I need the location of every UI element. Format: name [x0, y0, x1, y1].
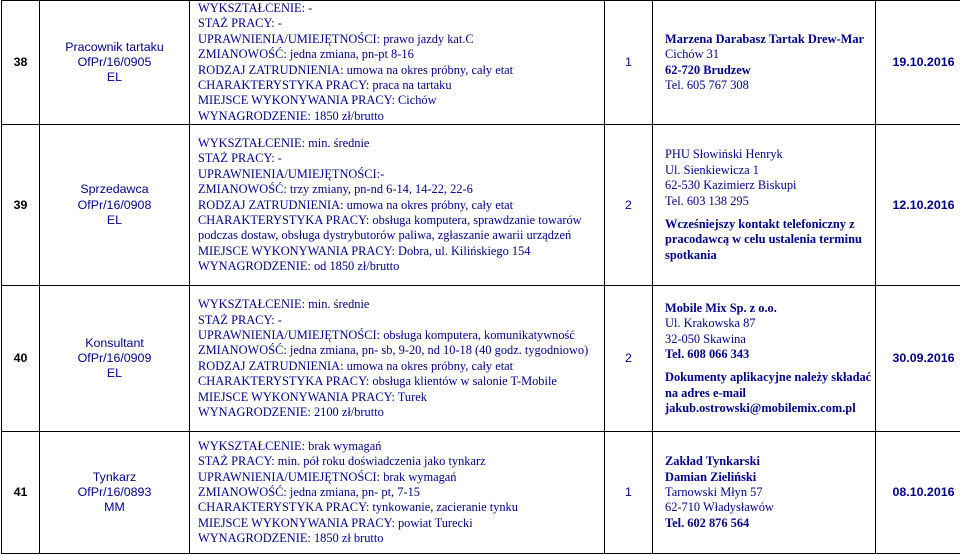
desc-line: WYKSZTAŁCENIE: brak wymagań	[198, 438, 382, 453]
employer-line: Tel. 603 138 295	[665, 193, 749, 208]
desc-line: RODZAJ ZATRUDNIENIA: umowa na okres próbny, cały etat	[198, 358, 514, 373]
offer-date: 12.10.2016	[876, 125, 960, 286]
desc-line: ZMIANOWOŚĆ: trzy zmiany, pn-nd 6-14, 14-22, 22-6	[198, 182, 473, 197]
desc-line: WYKSZTAŁCENIE: -	[198, 1, 313, 15]
position-title: Tynkarz	[92, 469, 137, 484]
employer-cell	[653, 286, 876, 432]
employer-line: Marzena Darabasz Tartak Drew-Mar	[665, 31, 865, 46]
desc-line: WYKSZTAŁCENIE: min. średnie	[198, 135, 370, 150]
employer-line: Damian Zieliński	[665, 469, 757, 484]
employer-note: Wcześniejszy kontakt telefoniczny z pracodawcą w celu ustalenia terminu spotkania	[665, 216, 862, 262]
employer-cell	[653, 432, 876, 554]
offer-number: 40	[2, 286, 40, 432]
desc-line: CHARAKTERYSTYKA PRACY: tynkowanie, zacieranie tynku	[198, 500, 518, 515]
employer-line: Zakład Tynkarski	[665, 454, 760, 469]
employer-line: Ul. Krakowska 87	[665, 316, 756, 331]
employer-line: 32-050 Skawina	[665, 331, 746, 346]
desc-line: STAŻ PRACY: min. pół roku doświadczenia jako tynkarz	[198, 454, 486, 469]
position-cell	[40, 286, 190, 432]
desc-line: CHARAKTERYSTYKA PRACY: obsługa komputera, sprawdzanie towarów podczas dostaw, obsługa dystrybutorów paliwa, zgłaszanie awarii urządzeń	[198, 212, 582, 243]
employer-line: Tel. 605 767 308	[665, 78, 749, 93]
offer-date: 19.10.2016	[876, 1, 960, 125]
offer-agent: EL	[106, 366, 123, 381]
desc-line: WYNAGRODZENIE: od 1850 zł/brutto	[198, 259, 400, 274]
employer-line: 62-530 Kazimierz Biskupi	[665, 178, 797, 193]
offer-number: 38	[2, 1, 40, 125]
offer-number: 41	[2, 432, 40, 554]
employer-line: Mobile Mix Sp. z o.o.	[665, 300, 777, 315]
vacancy-count: 1	[605, 432, 653, 554]
desc-line: ZMIANOWOŚĆ: jedna zmiana, pn- sb, 9-20, nd 10-18 (40 godz. tygodniowo)	[198, 343, 589, 358]
desc-line: UPRAWNIENIA/UMIEJĘTNOŚCI: obsługa komputera, komunikatywność	[198, 327, 575, 342]
desc-line: ZMIANOWOŚĆ: jedna zmiana, pn-pt 8-16	[198, 47, 414, 62]
vacancy-count: 2	[605, 286, 653, 432]
offer-agent: MM	[104, 500, 125, 515]
job-offers-table	[1, 0, 960, 554]
table-row	[2, 125, 960, 286]
employer-cell	[653, 125, 876, 286]
table-row	[2, 1, 960, 125]
description-cell	[190, 125, 605, 286]
desc-line: STAŻ PRACY: -	[198, 312, 282, 327]
desc-line: RODZAJ ZATRUDNIENIA: umowa na okres próbny, cały etat	[198, 62, 514, 77]
position-cell	[40, 1, 190, 125]
offer-agent: EL	[106, 212, 123, 227]
desc-line: WYKSZTAŁCENIE: min. średnie	[198, 297, 370, 312]
desc-line: CHARAKTERYSTYKA PRACY: praca na tartaku	[198, 78, 452, 93]
employer-line: Cichów 31	[665, 47, 720, 62]
desc-line: RODZAJ ZATRUDNIENIA: umowa na okres próbny, cały etat	[198, 197, 514, 212]
desc-line: WYNAGRODZENIE: 1850 zł brutto	[198, 531, 384, 546]
table-row	[2, 286, 960, 432]
employer-line: 62-710 Władysławów	[665, 500, 774, 515]
offer-code: OfPr/16/0909	[77, 351, 152, 366]
desc-line: STAŻ PRACY: -	[198, 16, 282, 31]
desc-line: UPRAWNIENIA/UMIEJĘTNOŚCI: brak wymagań	[198, 469, 457, 484]
offer-code: OfPr/16/0908	[77, 197, 152, 212]
table-row	[2, 432, 960, 554]
desc-line: STAŻ PRACY: -	[198, 151, 282, 166]
employer-note: Dokumenty aplikacyjne należy składać na adres e-mail jakub.ostrowski@mobilemix.com.pl	[665, 370, 872, 416]
position-title: Konsultant	[85, 335, 144, 350]
offer-date: 30.09.2016	[876, 286, 960, 432]
vacancy-count: 2	[605, 125, 653, 286]
offer-code: OfPr/16/0905	[77, 54, 152, 69]
desc-line: CHARAKTERYSTYKA PRACY: obsługa klientów w salonie T-Mobile	[198, 374, 557, 389]
desc-line: MIEJSCE WYKONYWANIA PRACY: Cichów	[198, 93, 437, 108]
position-title: Sprzedawca	[80, 182, 149, 197]
desc-line: UPRAWNIENIA/UMIEJĘTNOŚCI:-	[198, 166, 385, 181]
desc-line: UPRAWNIENIA/UMIEJĘTNOŚCI: prawo jazdy kat.C	[198, 31, 474, 46]
vacancy-count: 1	[605, 1, 653, 125]
position-cell	[40, 125, 190, 286]
offer-agent: EL	[106, 70, 123, 85]
employer-cell	[653, 1, 876, 125]
employer-line: 62-720 Brudzew	[665, 62, 751, 77]
description-cell	[190, 432, 605, 554]
employer-line: Tel. 608 066 343	[665, 347, 750, 362]
desc-line: MIEJSCE WYKONYWANIA PRACY: Turek	[198, 389, 427, 404]
offer-code: OfPr/16/0893	[77, 485, 152, 500]
desc-line: ZMIANOWOŚĆ: jedna zmiana, pn- pt, 7-15	[198, 485, 420, 500]
employer-line: PHU Słowiński Henryk	[665, 147, 783, 162]
spacer	[665, 209, 875, 217]
desc-line: WYNAGRODZENIE: 2100 zł/brutto	[198, 404, 384, 419]
description-cell	[190, 1, 605, 125]
offer-date: 08.10.2016	[876, 432, 960, 554]
position-title: Pracownik tartaku	[65, 39, 164, 54]
employer-line: Tarnowski Młyn 57	[665, 485, 763, 500]
spacer	[665, 362, 875, 370]
desc-line: MIEJSCE WYKONYWANIA PRACY: Dobra, ul. Kilińskiego 154	[198, 243, 531, 258]
offer-number: 39	[2, 125, 40, 286]
position-cell	[40, 432, 190, 554]
description-cell	[190, 286, 605, 432]
desc-line: MIEJSCE WYKONYWANIA PRACY: powiat Turecki	[198, 515, 473, 530]
employer-line: Tel. 602 876 564	[665, 515, 750, 530]
desc-line: WYNAGRODZENIE: 1850 zł/brutto	[198, 108, 384, 123]
employer-line: Ul. Sienkiewicza 1	[665, 162, 759, 177]
